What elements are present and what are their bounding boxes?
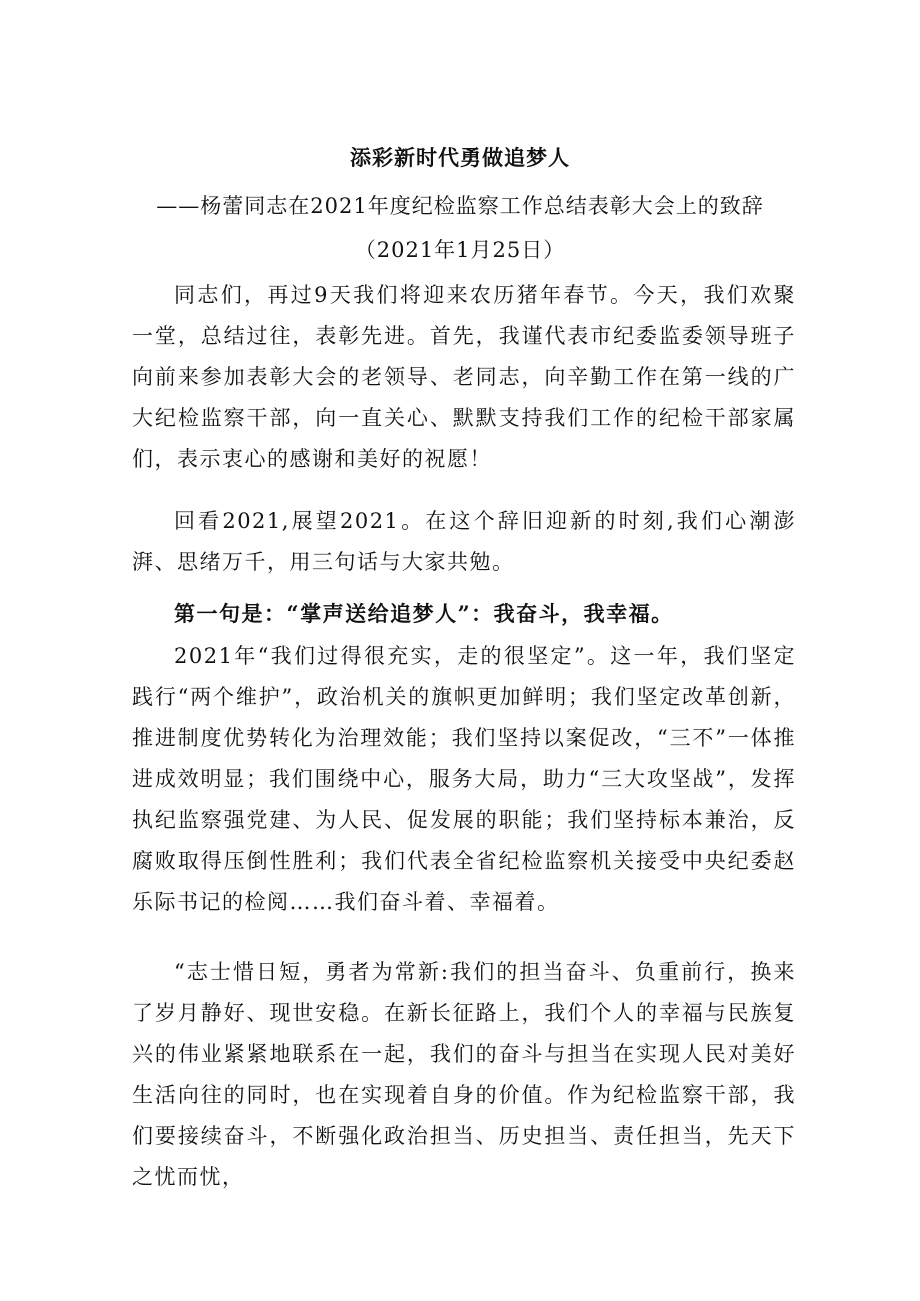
paragraph-aspiration: “志士惜日短，勇者为常新:我们的担当奋斗、负重前行，换来了岁月静好、现世安稳。在新长征路上，我们个人的幸福与民族复兴的伟业紧紧地联系在一起，我们的奋斗与担当在实现人民对美好生活向往的同时，也在实现着自身的价值。作为纪检监察干部，我们要接续奋斗，不断强化政治担当、历史担当、责任担当，先天下之忧而忧， [132, 960, 796, 1189]
document-subtitle: ——杨蕾同志在2021年度纪检监察工作总结表彰大会上的致辞 [156, 194, 764, 218]
document-title: 添彩新时代勇做追梦人 [350, 145, 570, 170]
paragraph-achievements: 2021年“我们过得很充实，走的很坚定”。这一年，我们坚定践行“两个维护”，政治机关的旗帜更加鲜明；我们坚定改革创新，推进制度优势转化为治理效能；我们坚持以案促改，“三不”一体推进成效明显；我们围绕中心，服务大局，助力“三大攻坚战”，发挥执纪监察强党建、为人民、促发展的职能；我们坚持标本兼治，反腐败取得压倒性胜利；我们代表全省纪检监察机关接受中央纪委赵乐际书记的检阅……我们奋斗着、幸福着。 [132, 644, 796, 914]
section-heading-first: 第一句是：“掌声送给追梦人”：我奋斗，我幸福。 [174, 601, 674, 626]
document-date: （2021年1月25日） [354, 238, 566, 262]
paragraph-greeting: 同志们，再过9天我们将迎来农历猪年春节。今天，我们欢聚一堂，总结过往，表彰先进。首先，我谨代表市纪委监委领导班子向前来参加表彰大会的老领导、老同志，向辛勤工作在第一线的广大纪检监察干部，向一直关心、默默支持我们工作的纪检干部家属们，表示衷心的感谢和美好的祝愿！ [132, 283, 796, 471]
paragraph-review: 回看2021,展望2021。在这个辞旧迎新的时刻,我们心潮澎湃、思绪万千，用三句话与大家共勉。 [132, 509, 796, 574]
